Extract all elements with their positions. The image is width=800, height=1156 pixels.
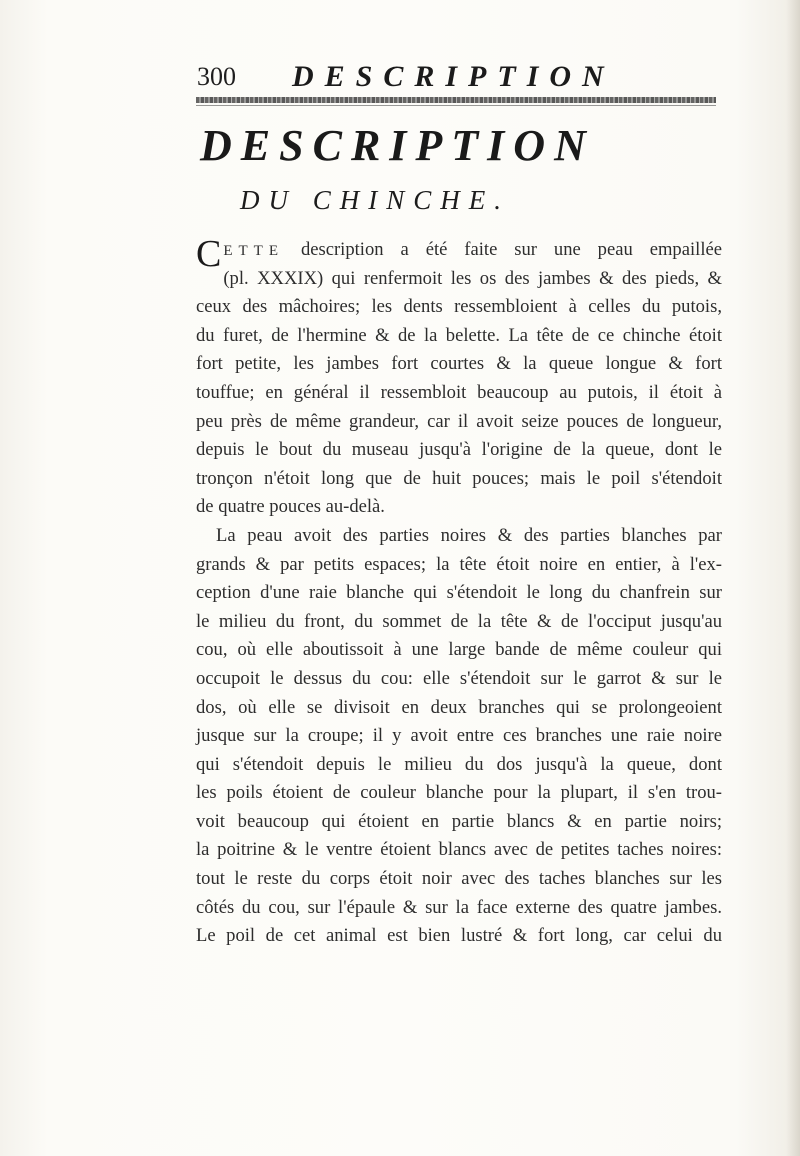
text-line: occupoit le dessus du cou: elle s'étendoit sur le garrot & sur le bbox=[196, 667, 722, 689]
text-line: de quatre pouces au-delà. bbox=[196, 496, 385, 518]
paragraph-2 bbox=[196, 522, 722, 951]
running-head bbox=[197, 60, 717, 94]
text-line: La peau avoit des parties noires & des parties blanches par bbox=[216, 524, 722, 546]
text-line: peu près de même grandeur, car il avoit seize pouces de longueur, bbox=[196, 410, 722, 432]
page-edge-shadow bbox=[786, 0, 800, 1156]
text-line: Le poil de cet animal est bien lustré & fort long, car celui du bbox=[196, 925, 722, 947]
text-line-content: description a été faite sur une peau empaillée bbox=[300, 239, 722, 260]
text-line: depuis le bout du museau jusqu'à l'origine de la queue, dont le bbox=[196, 439, 722, 461]
text-line: le milieu du front, du sommet de la tête & de l'occiput jusqu'au bbox=[196, 610, 722, 632]
paragraph-1 bbox=[196, 233, 722, 522]
main-title: DESCRIPTION bbox=[200, 121, 595, 170]
page-number: 300 bbox=[197, 62, 236, 91]
text-line: tronçon n'étoit long que de huit pouces; mais le poil s'étendoit bbox=[196, 467, 722, 489]
text-line: voit beaucoup qui étoient en partie blancs & en partie noirs; bbox=[196, 810, 722, 832]
ornamental-rule bbox=[196, 97, 716, 103]
text-line bbox=[196, 233, 722, 275]
text-line: les poils étoient de couleur blanche pour la plupart, il s'en trou- bbox=[196, 782, 722, 804]
sub-title: DU CHINCHE. bbox=[240, 185, 511, 215]
text-line: jusque sur la croupe; il y avoit entre ces branches une raie noire bbox=[196, 725, 722, 747]
text-line: fort petite, les jambes fort courtes & la queue longue & fort bbox=[196, 353, 722, 375]
text-line: ceux des mâchoires; les dents ressembloient à celles du putois, bbox=[196, 296, 722, 318]
text-line: tout le reste du corps étoit noir avec des taches blanches sur les bbox=[196, 868, 722, 890]
running-title: DESCRIPTION bbox=[292, 60, 615, 93]
text-line: côtés du cou, sur l'épaule & sur la face externe des quatre jambes. bbox=[196, 896, 722, 918]
text-line: qui s'étendoit depuis le milieu du dos jusqu'à la queue, dont bbox=[196, 753, 722, 775]
text-line: du furet, de l'hermine & de la belette. La tête de ce chinche étoit bbox=[196, 324, 722, 346]
text-line: dos, où elle se divisoit en deux branches qui se prolongeoient bbox=[196, 696, 722, 718]
text-line: (pl. XXXIX) qui renfermoit les os des jambes & des pieds, & bbox=[223, 267, 722, 289]
text-line: touffue; en général il ressembloit beaucoup au putois, il étoit à bbox=[196, 381, 722, 403]
body-text bbox=[196, 233, 722, 951]
drop-cap: C bbox=[196, 233, 222, 275]
first-word-rest: ETTE bbox=[223, 243, 285, 259]
text-line: cou, où elle aboutissoit à une large bande de même couleur qui bbox=[196, 639, 722, 661]
text-line: la poitrine & le ventre étoient blancs avec de petites taches noires: bbox=[196, 839, 722, 861]
thin-rule bbox=[196, 105, 716, 106]
text-line: grands & par petits espaces; la tête étoit noire en entier, à l'ex- bbox=[196, 553, 722, 575]
text-line: ception d'une raie blanche qui s'étendoit le long du chanfrein sur bbox=[196, 582, 722, 604]
